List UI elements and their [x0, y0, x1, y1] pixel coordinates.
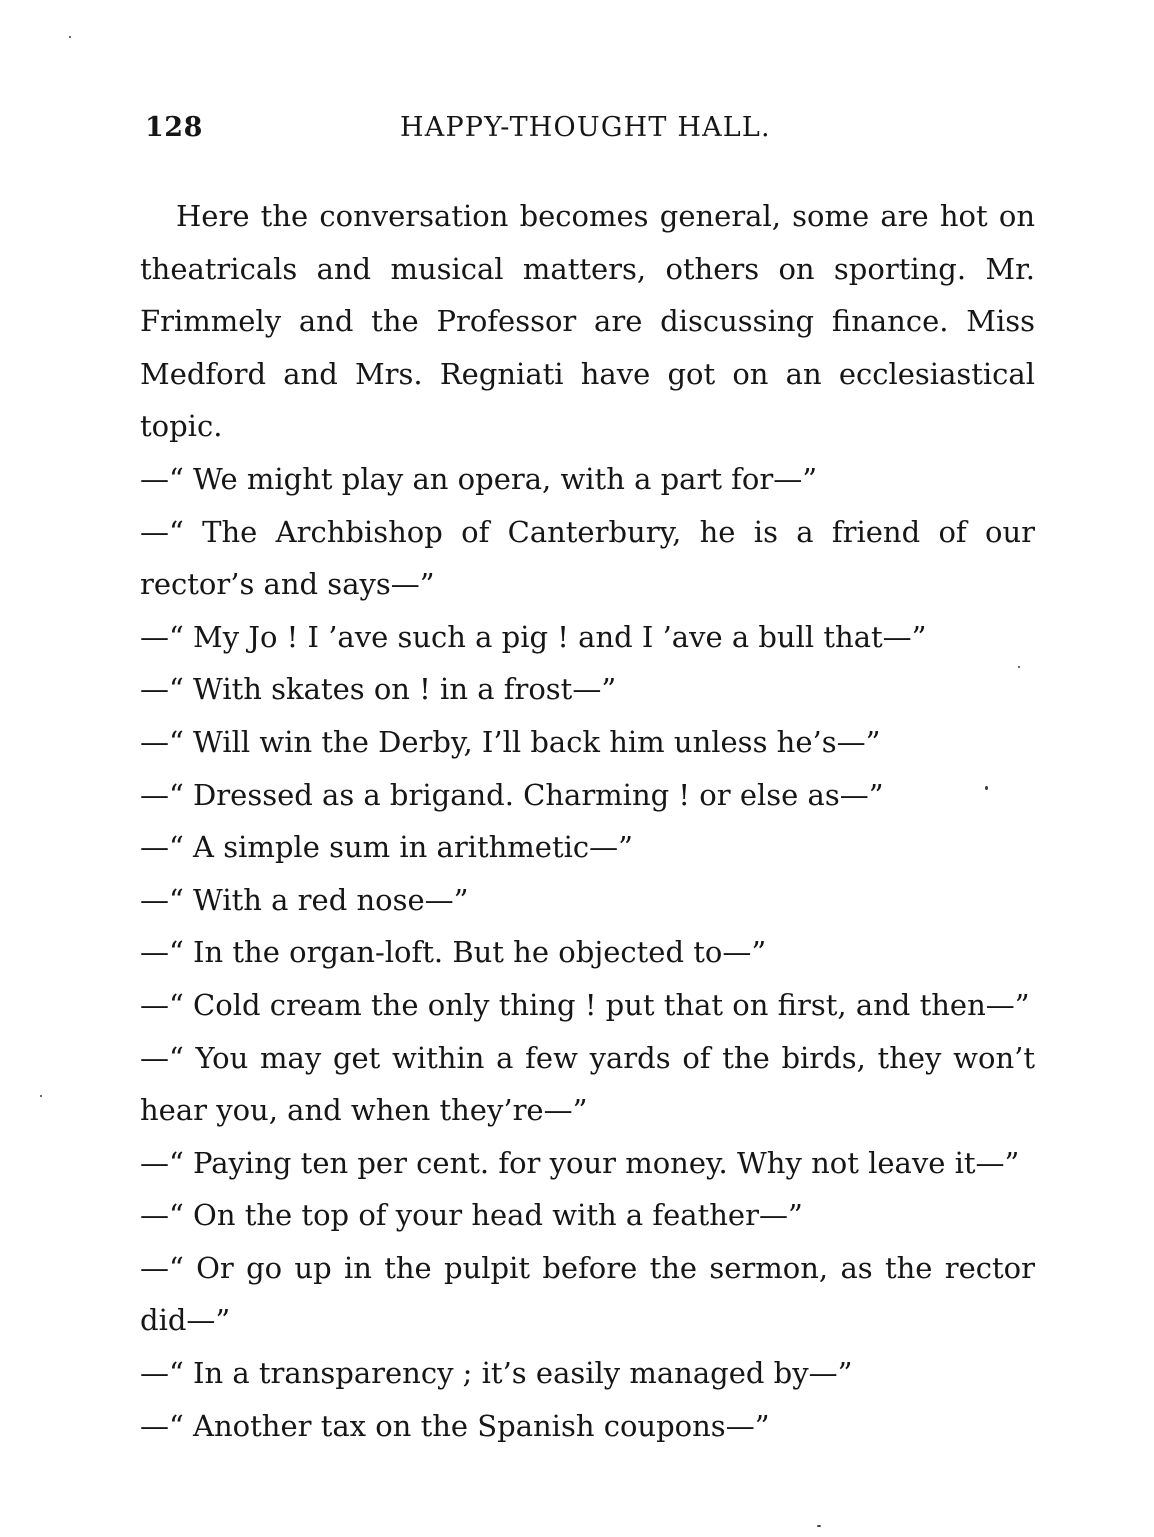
intro-paragraph: Here the conversation becomes general, some are hot on theatricals and musical matters, others on sporting. Mr. Frimmely and the Professor are discussing finance. Miss Medford and Mrs. Regniati have got on an ecclesiastical topic. [140, 199, 1035, 444]
dialogue-fragment: —“ Or go up in the pulpit before the sermon, as the rector did—” [140, 1250, 1035, 1338]
dialogue-fragment: —“ The Archbishop of Canterbury, he is a friend of our rector’s and says—” [140, 514, 1035, 602]
page-number: 128 [145, 112, 203, 143]
dialogue-fragment: —“ Dressed as a brigand. Charming ! or else as—” [140, 777, 884, 812]
dialogue-fragment: —“ Will win the Derby, I’ll back him unless he’s—” [140, 724, 881, 759]
dialogue-fragment: —“ You may get within a few yards of the birds, they won’t hear you, and when they’re—” [140, 1040, 1035, 1128]
dialogue-fragment: —“ With skates on ! in a frost—” [140, 672, 617, 707]
dialogue-fragment: —“ A simple sum in arithmetic—” [140, 830, 633, 865]
running-title: HAPPY-THOUGHT HALL. [400, 112, 771, 143]
scan-speck [40, 1095, 42, 1097]
dialogue-fragment: —“ With a red nose—” [140, 882, 469, 917]
scan-speck [69, 36, 71, 38]
scan-speck [1018, 666, 1020, 668]
page-body [140, 190, 1035, 1452]
dialogue-fragment: —“ We might play an opera, with a part for—” [140, 461, 818, 496]
scan-speck [985, 786, 988, 790]
dialogue-fragment: —“ My Jo ! I ’ave such a pig ! and I ’ave a bull that—” [140, 619, 927, 654]
scan-speck [817, 1525, 821, 1527]
dialogue-fragment: —“ Cold cream the only thing ! put that on first, and then—” [140, 987, 1030, 1022]
dialogue-fragment: —“ Paying ten per cent. for your money. Why not leave it—” [140, 1145, 1020, 1180]
dialogue-fragment: —“ In a transparency ; it’s easily managed by—” [140, 1356, 853, 1391]
dialogue-fragment: —“ On the top of your head with a feather—” [140, 1198, 803, 1233]
dialogue-fragment: —“ Another tax on the Spanish coupons—” [140, 1408, 770, 1443]
dialogue-fragment: —“ In the organ-loft. But he objected to—” [140, 935, 767, 970]
